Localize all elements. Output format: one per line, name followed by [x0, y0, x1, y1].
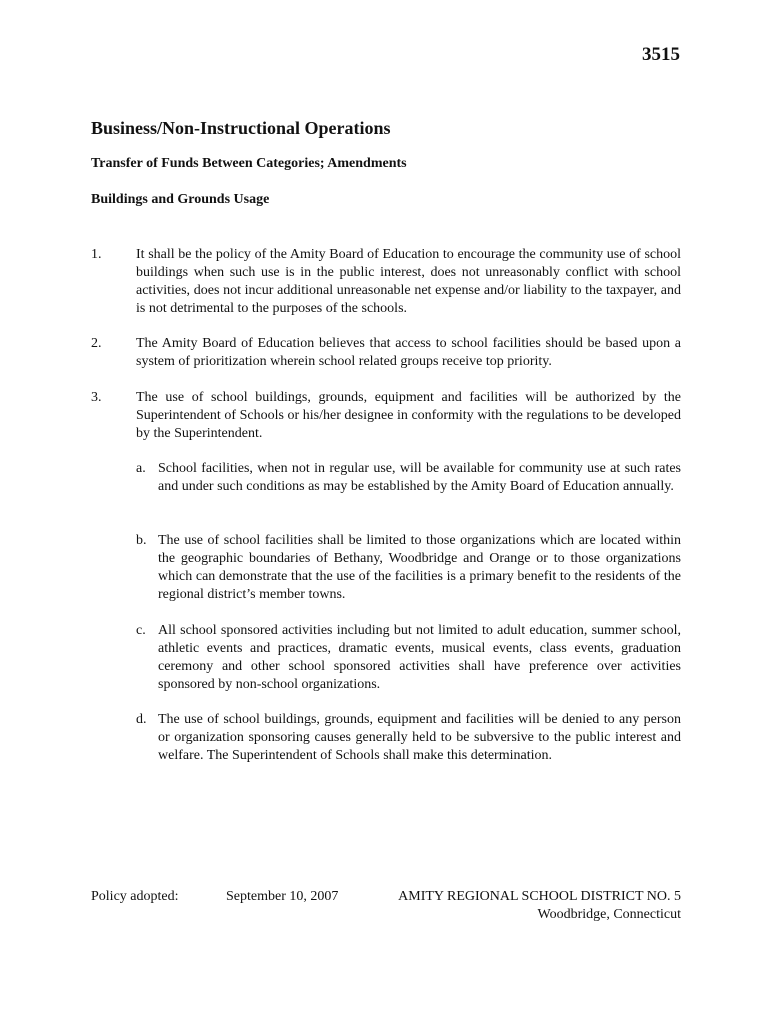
- section-title: Business/Non-Instructional Operations: [91, 118, 391, 138]
- paragraph-number: 1.: [91, 247, 102, 262]
- policy-paragraph-3: [91, 389, 681, 443]
- policy-adopted-date: September 10, 2007: [226, 889, 339, 904]
- paragraph-text: The use of school buildings, grounds, equipment and facilities will be authorized by the Superintendent of Schools or his/her designee in conformity with the regulations to be developed by the Superintendent.: [136, 390, 681, 441]
- policy-number: 3515: [642, 44, 680, 65]
- subitem-text: All school sponsored activities including but not limited to adult education, summer school, athletic events and practices, dramatic events, musical events, class events, graduation ceremony and other school sponsored activities shall have preference over activities sponsored by non-school organizations.: [158, 623, 681, 692]
- policy-adopted-label: Policy adopted:: [91, 889, 179, 904]
- subitem-a: [136, 460, 681, 496]
- district-signature: [398, 888, 681, 924]
- subitem-b: [136, 532, 681, 604]
- subitem-text: The use of school buildings, grounds, equipment and facilities will be denied to any person or organization sponsoring causes generally held to be subversive to the public interest and welfare. The Superintendent of Schools shall make this determination.: [158, 712, 681, 763]
- policy-paragraph-1: [91, 246, 681, 318]
- subitem-text: The use of school facilities shall be limited to those organizations which are located within the geographic boundaries of Bethany, Woodbridge and Orange or to those organizations which can demonstrate that the use of the facilities is a primary benefit to the residents of the regional district’s member towns.: [158, 533, 681, 602]
- paragraph-number: 3.: [91, 390, 102, 405]
- subheading-transfer-of-funds: Transfer of Funds Between Categories; Amendments: [91, 156, 407, 171]
- district-name: AMITY REGIONAL SCHOOL DISTRICT NO. 5: [398, 889, 681, 904]
- subheading-buildings-grounds: Buildings and Grounds Usage: [91, 192, 270, 207]
- subitem-c: [136, 622, 681, 694]
- district-location: Woodbridge, Connecticut: [537, 907, 681, 922]
- subitem-text: School facilities, when not in regular use, will be available for community use at such rates and under such conditions as may be established by the Amity Board of Education annually.: [158, 461, 681, 494]
- subitem-letter: c.: [136, 623, 146, 638]
- subitem-letter: a.: [136, 461, 146, 476]
- subitem-letter: b.: [136, 533, 147, 548]
- paragraph-text: The Amity Board of Education believes that access to school facilities should be based upon a system of prioritization wherein school related groups receive top priority.: [136, 336, 681, 369]
- policy-paragraph-2: [91, 335, 681, 371]
- paragraph-number: 2.: [91, 336, 102, 351]
- paragraph-text: It shall be the policy of the Amity Board of Education to encourage the community use of school buildings when such use is in the public interest, does not unreasonably conflict with school activities, does not incur additional unreasonable net expense and/or liability to the taxpayer, and is not detrimental to the purposes of the schools.: [136, 247, 681, 316]
- subitem-d: [136, 711, 681, 765]
- subitem-letter: d.: [136, 712, 147, 727]
